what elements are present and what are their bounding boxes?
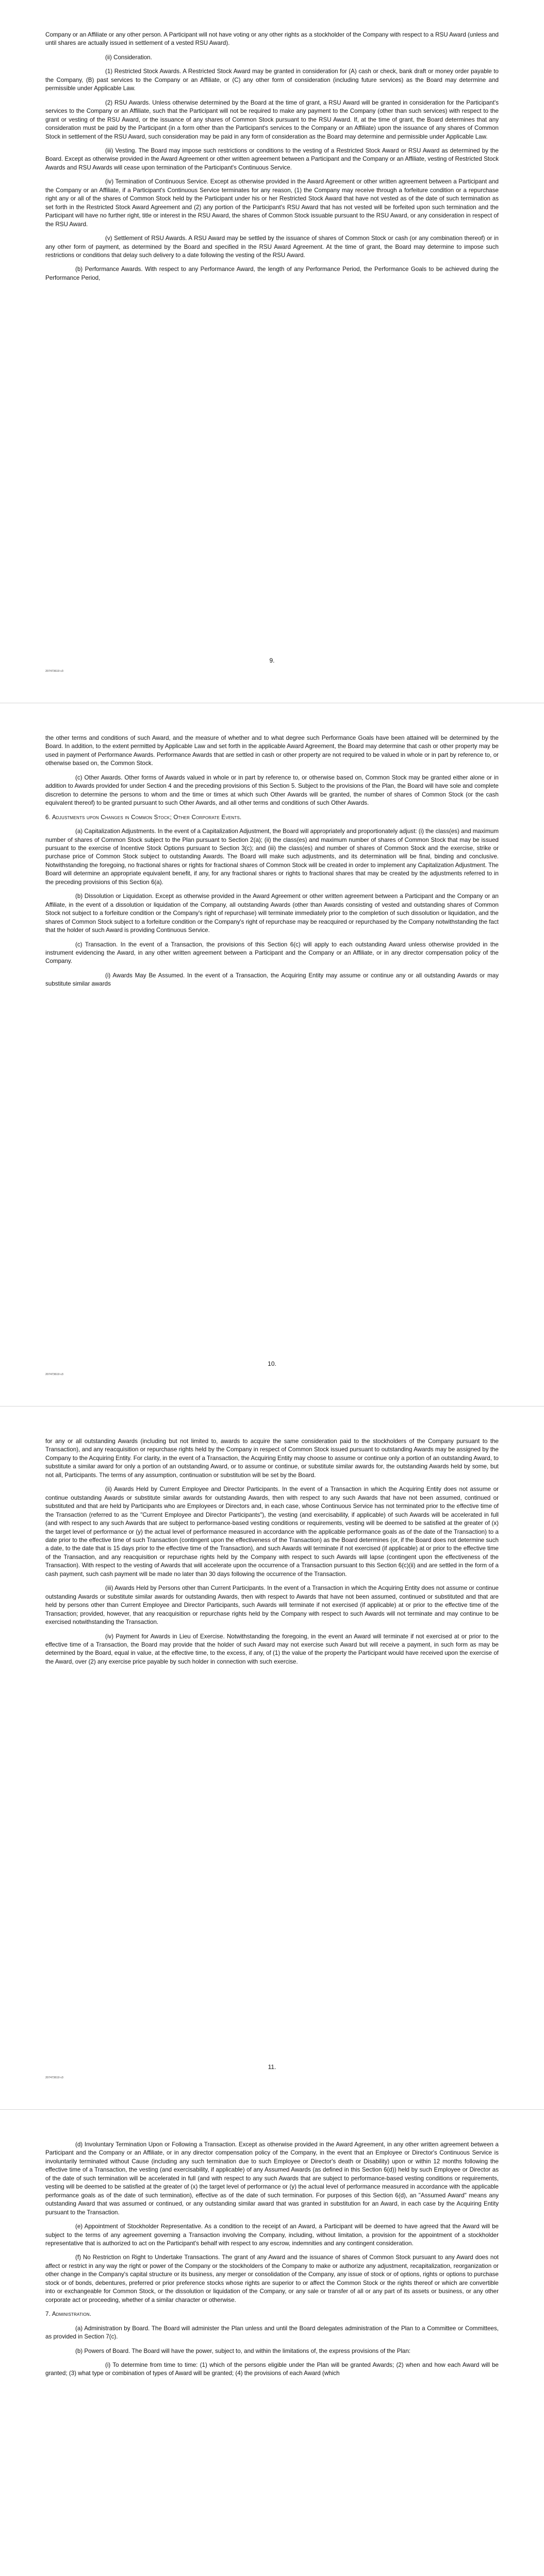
page-number: 9.: [269, 657, 275, 664]
paragraph: the other terms and conditions of such Award, and the measure of whether and to what degree such Performance Goals have been attained will be determined by the Board. In addition, to the extent permitted by Applicable Law and set forth in the applicable Award Agreement, the Board may determine that cash or other property may be used in payment of Performance Awards. Performance Awards that are settled in cash or other property are not required to be valued in whole or in part by reference to, or otherwise based on, the Common Stock.: [45, 735, 499, 767]
page-number: 11.: [268, 2063, 276, 2071]
document-id: 207473619 v3: [45, 670, 63, 673]
paragraph: (ii) Awards Held by Current Employee and Director Participants. In the event of a Transaction in which the Acquiring Entity does not assume or continue outstanding Awards or substitute similar awards for outstanding Awards, then with respect to any such Awards that have not been assumed, continued or substituted and that are held by Participants who are Employees or Directors and, in each case, whose Continuous Service has not terminated prior to the effective time of the Transaction (referred to as the "Current Employee and Director Participants"), the vesting (and exercisability, if applicable) of such Awards will be accelerated in full (and with respect to any such Awards that are subject to performance-based vesting conditions or requirements, vesting will be deemed to be satisfied at the greater of (x) the target level of performance or (y) the actual level of performance measured in accordance with the applicable performance goals as of the date of the Transaction) to a date prior to the effective time of such Transaction (contingent upon the effectiveness of the Transaction) as the Board determines (or, if the Board does not determine such a date, to the date that is 15 days prior to the effective time of the Transaction), and such Awards will terminate if not exercised (if applicable) at or prior to the effective time of the Transaction, and any reacquisition or repurchase rights held by the Company with respect to such Awards will lapse (contingent upon the effectiveness of the Transaction). With respect to the vesting of Awards that will accelerate upon the occurrence of a Transaction pursuant to this Section 6(c)(ii) and are settled in the form of a cash payment, such cash payment will be made no later than 30 days following the occurrence of the Transaction.: [45, 1486, 499, 1578]
page-1: [0, 0, 544, 703]
document-id: 207473619 v3: [45, 2076, 63, 2079]
paragraph: (a) Capitalization Adjustments. In the event of a Capitalization Adjustment, the Board will appropriately and proportionately adjust: (i) the class(es) and maximum number of shares of Common Stock subject to the Plan pursuant to Section 2(a); (ii) the class(es) and maximum number of shares of Common Stock that may be issued pursuant to the exercise of Incentive Stock Options pursuant to Section 3(c); and (iii) the class(es) and number of shares of Common Stock and the exercise, strike or purchase price of Common Stock subject to outstanding Awards. The Board will make such adjustments, and its determination will be final, binding and conclusive. Notwithstanding the foregoing, no fractional shares or rights for fractional shares of Common Stock will be created in order to implement any Capitalization Adjustment. The Board will determine an appropriate equivalent benefit, if any, for any fractional shares or rights to fractional shares that may be created by the adjustments referred to in the preceding provisions of this Section 6(a).: [45, 828, 499, 886]
section-heading: 6. Adjustments upon Changes in Common Stock; Other Corporate Events.: [45, 814, 242, 821]
paragraph: (b) Dissolution or Liquidation. Except as otherwise provided in the Award Agreement or other written agreement between a Participant and the Company or an Affiliate, in the event of a dissolution or liquidation of the Company, all outstanding Awards (other than Awards consisting of vested and outstanding shares of Common Stock not subject to a forfeiture condition or the Company's right of repurchase) will terminate immediately prior to the completion of such dissolution or liquidation, and the shares of Common Stock subject to a forfeiture condition or the Company's right of repurchase may be reacquired or repurchased by the Company notwithstanding the fact that the holder of such Award is providing Continuous Service.: [45, 893, 499, 934]
paragraph: (ii) Consideration.: [105, 54, 152, 61]
document-id: 207473619 v3: [45, 1373, 63, 1376]
paragraph: (a) Administration by Board. The Board will administer the Plan unless and until the Board delegates administration of the Plan to a Committee or Committees, as provided in Section 7(c).: [45, 2325, 499, 2341]
paragraph: (iv) Payment for Awards in Lieu of Exercise. Notwithstanding the foregoing, in the event an Award will terminate if not exercised at or prior to the effective time of a Transaction, the Board may provide that the holder of such Award may not exercise such Award but will receive a payment, in such form as may be determined by the Board, equal in value, at the effective time, to the excess, if any, of (1) the value of the property the Participant would have received upon the exercise of the Award, over (2) any exercise price payable by such holder in connection with such exercise.: [45, 1633, 499, 1665]
page-4: [0, 2110, 544, 2576]
paragraph: (iv) Termination of Continuous Service. Except as otherwise provided in the Award Agreement or other written agreement between a Participant and the Company or an Affiliate, if a Participant's Continuous Service terminates for any reason, (1) the Company may receive through a forfeiture condition or a repurchase right any or all of the shares of Common Stock held by the Participant under his or her Restricted Stock Award that have not vested as of the date of such termination as set forth in the Restricted Stock Award Agreement and (2) any portion of the Participant's RSU Award that has not vested will be forfeited upon such termination and the Participant will have no further right, title or interest in the RSU Award, the shares of Common Stock issuable pursuant to the RSU Award, or any consideration in respect of the RSU Award.: [45, 178, 499, 228]
paragraph: (v) Settlement of RSU Awards. A RSU Award may be settled by the issuance of shares of Common Stock or cash (or any combination thereof) or in any other form of payment, as determined by the Board and specified in the RSU Award Agreement. At the time of grant, the Board may determine to impose such restrictions or conditions that delay such delivery to a date following the vesting of the RSU Award.: [45, 235, 499, 259]
paragraph: (2) RSU Awards. Unless otherwise determined by the Board at the time of grant, a RSU Award will be granted in consideration for the Participant's services to the Company or an Affiliate, such that the Participant will not be required to make any payment to the Company (other than such services) with respect to the grant or vesting of the RSU Award, or the issuance of any shares of Common Stock pursuant to the RSU Award. If, at the time of grant, the Board determines that any consideration must be paid by the Participant (in a form other than the Participant's services to the Company or an Affiliate) upon the issuance of any shares of Common Stock in settlement of the RSU Award, such consideration may be paid in any form of consideration as the Board may determine and permissible under Applicable Law.: [45, 99, 499, 140]
paragraph: (f) No Restriction on Right to Undertake Transactions. The grant of any Award and the issuance of shares of Common Stock pursuant to any Award does not affect or restrict in any way the right or power of the Company or the stockholders of the Company to make or authorize any adjustment, recapitalization, reorganization or other change in the Company's capital structure or its business, any merger or consolidation of the Company, any issue of stock or of options, rights or options to purchase stock or of bonds, debentures, preferred or prior preference stocks whose rights are superior to or affect the Common Stock or the rights thereof or which are convertible into or exchangeable for Common Stock, or the dissolution or liquidation of the Company, or any sale or transfer of all or any part of its assets or business, or any other corporate act or proceeding, whether of a similar character or otherwise.: [45, 2254, 499, 2303]
section-heading: 7. Administration.: [45, 2311, 92, 2318]
paragraph: (i) To determine from time to time: (1) which of the persons eligible under the Plan will be granted Awards; (2) when and how each Award will be granted; (3) what type or combination of types of Award will be granted; (4) the provisions of each Award (which: [45, 2361, 499, 2377]
paragraph: (iii) Awards Held by Persons other than Current Participants. In the event of a Transaction in which the Acquiring Entity does not assume or continue outstanding Awards or substitute similar awards for outstanding Awards, then with respect to Awards that have not been assumed, continued or substituted and that are held by persons other than Current Employee and Director Participants, such Awards will terminate if not exercised (if applicable) at or prior to the effective time of the Transaction; provided, however, that any reacquisition or repurchase rights held by the Company with respect to such Awards will not terminate and may continue to be exercised notwithstanding the Transaction.: [45, 1585, 499, 1626]
paragraph: Company or an Affiliate or any other person. A Participant will not have voting or any other rights as a stockholder of the Company with respect to a RSU Award (unless and until shares are actually issued in settlement of a vested RSU Award).: [45, 31, 499, 47]
paragraph: for any or all outstanding Awards (including but not limited to, awards to acquire the same consideration paid to the stockholders of the Company pursuant to the Transaction), and any reacquisition or repurchase rights held by the Company in respect of Common Stock issued pursuant to outstanding Awards may be assigned by the Company to the Acquiring Entity. For clarity, in the event of a Transaction, the Acquiring Entity may choose to assume or continue only a portion of an outstanding Award, to substitute a similar award for only a portion of an outstanding Award, or to assume or continue, or substitute similar awards for, the outstanding Awards held by some, but not all, Participants. The terms of any assumption, continuation or substitution will be set by the Board.: [45, 1438, 499, 1479]
page-number: 10.: [268, 1360, 276, 1367]
page-3: [0, 1406, 544, 2110]
page-2: [0, 703, 544, 1406]
paragraph: (b) Performance Awards. With respect to any Performance Award, the length of any Performance Period, the Performance Goals to be achieved during the Performance Period,: [45, 266, 499, 281]
paragraph: (1) Restricted Stock Awards. A Restricted Stock Award may be granted in consideration for (A) cash or check, bank draft or money order payable to the Company, (B) past services to the Company or an Affiliate, or (C) any other form of consideration (including future services) as the Board may determine and permissible under Applicable Law.: [45, 68, 499, 92]
paragraph: (b) Powers of Board. The Board will have the power, subject to, and within the limitations of, the express provisions of the Plan:: [75, 2347, 411, 2354]
paragraph: (iii) Vesting. The Board may impose such restrictions or conditions to the vesting of a Restricted Stock Award or RSU Award as determined by the Board. Except as otherwise provided in the Award Agreement or other written agreement between a Participant and the Company or an Affiliate, vesting of Restricted Stock Awards and RSU Awards will cease upon termination of the Participant's Continuous Service.: [45, 147, 499, 171]
paragraph: (i) Awards May Be Assumed. In the event of a Transaction, the Acquiring Entity may assume or continue any or all outstanding Awards or may substitute similar awards: [45, 972, 499, 988]
paragraph: (e) Appointment of Stockholder Representative. As a condition to the receipt of an Award, a Participant will be deemed to have agreed that the Award will be subject to the terms of any agreement governing a Transaction involving the Company, including, without limitation, a provision for the appointment of a stockholder representative that is authorized to act on the Participant's behalf with respect to any escrow, indemnities and any contingent consideration.: [45, 2223, 499, 2247]
paragraph: (c) Other Awards. Other forms of Awards valued in whole or in part by reference to, or otherwise based on, Common Stock may be granted either alone or in addition to Awards provided for under Section 4 and the preceding provisions of this Section 5. Subject to the provisions of the Plan, the Board will have sole and complete discretion to determine the persons to whom and the time or times at which such Other Awards will be granted, the number of shares of Common Stock (or the cash equivalent thereof) to be granted pursuant to such Other Awards, and all other terms and conditions of such Other Awards.: [45, 774, 499, 807]
paragraph: (d) Involuntary Termination Upon or Following a Transaction. Except as otherwise provided in the Award Agreement, in any other written agreement between a Participant and the Company or an Affiliate, or in any director compensation policy of the Company, in the event that an Employee or Director's Continuous Service is involuntarily terminated without Cause (including any such termination due to such Employee or Director's death or Disability) upon or within 12 months following the effective time of a Transaction, the vesting (and exercisability, if applicable) of any Assumed Awards (as defined in this Section 6(d)) held by such Employee or Director as of the date of such termination will be accelerated in full (and with respect to any such Awards that are subject to performance-based vesting conditions or requirements, vesting will be deemed to be satisfied at the greater of (x) the target level of performance or (y) the actual level of performance measured in accordance with the applicable performance goals as of the date of such termination), effective as of the date of such termination. For purposes of this Section 6(d), an "Assumed Award" means any outstanding Award that was assumed or continued, or any outstanding similar award that was granted in substitution for an Award, in each case by the Acquiring Entity pursuant to the Transaction.: [45, 2141, 499, 2216]
paragraph: (c) Transaction. In the event of a Transaction, the provisions of this Section 6(c) will apply to each outstanding Award unless otherwise provided in the instrument evidencing the Award, in any other written agreement between a Participant and the Company or an Affiliate, or in any director compensation policy of the Company.: [45, 941, 499, 965]
